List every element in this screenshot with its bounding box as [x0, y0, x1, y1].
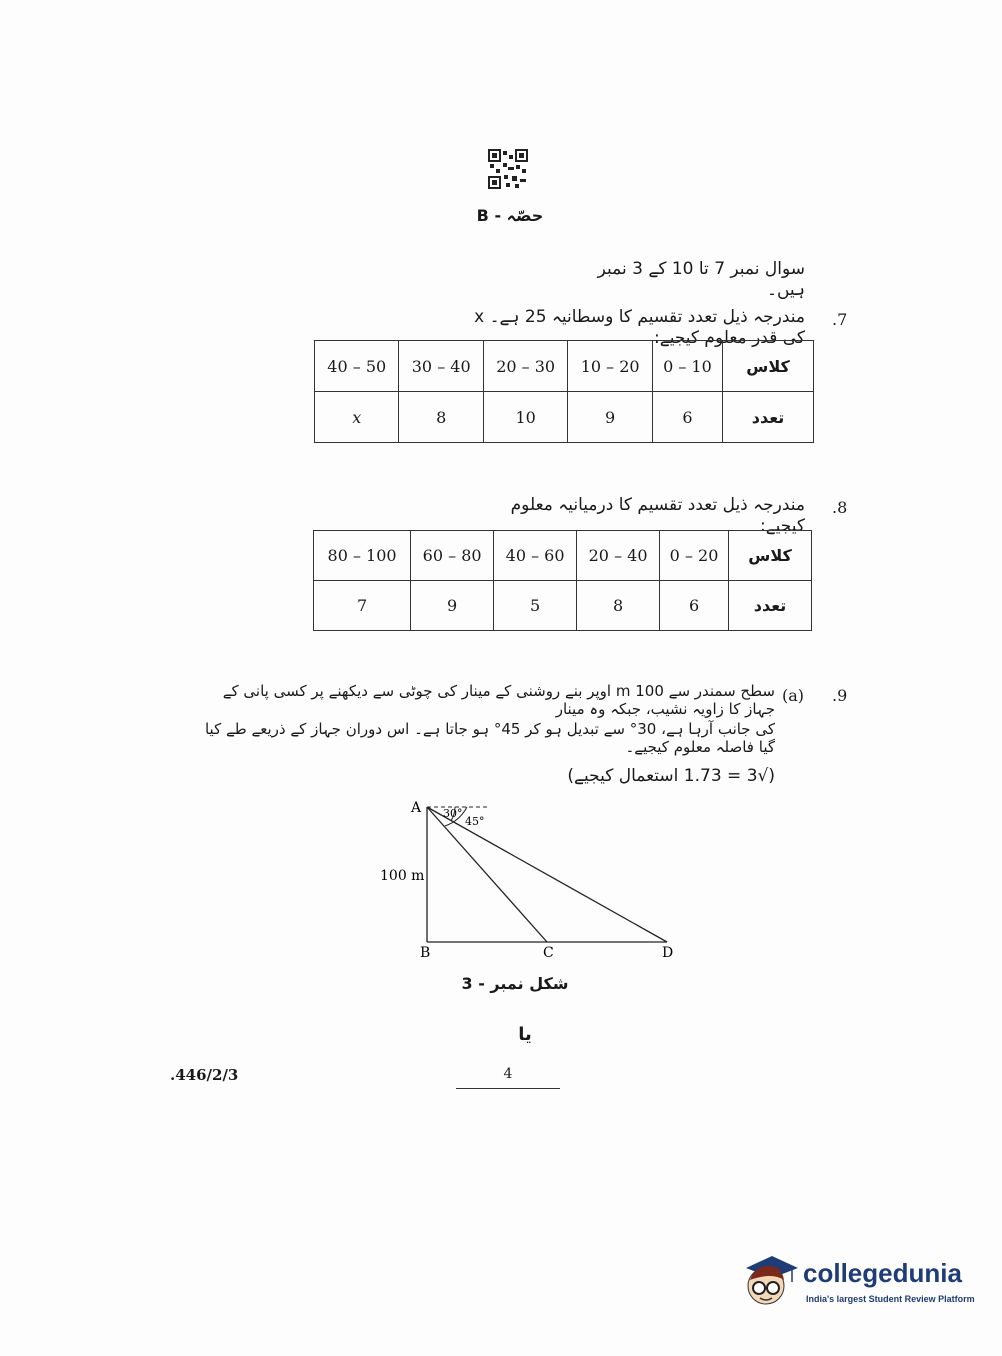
- figure-3: [370, 795, 690, 965]
- page-number: 4: [456, 1066, 560, 1089]
- or-text: یا: [518, 1024, 532, 1045]
- table-cell: 6: [652, 392, 722, 443]
- angle-30-label: 30°: [443, 807, 463, 820]
- table-cell: 0 – 10: [652, 341, 722, 392]
- q9-hint: (√3 = 1.73 استعمال کیجیے): [567, 766, 775, 786]
- paper-code: .446/2/3: [170, 1066, 239, 1084]
- figure-caption: شکل نمبر - 3: [461, 974, 569, 993]
- row-label: کلاس: [729, 531, 812, 581]
- q9-number: .9: [832, 686, 848, 705]
- table-cell: 80 – 100: [314, 531, 411, 581]
- point-d-label: D: [662, 945, 674, 961]
- table-row: [314, 581, 812, 631]
- table-cell: 40 – 50: [315, 341, 399, 392]
- table-row: [314, 531, 812, 581]
- table-cell: 9: [411, 581, 494, 631]
- table-cell: 20 – 40: [577, 531, 660, 581]
- table-cell: 8: [399, 392, 483, 443]
- table-cell: 40 – 60: [494, 531, 577, 581]
- table-cell: 8: [577, 581, 660, 631]
- q9-line1: سطح سمندر سے 100 m اوپر بنے روشنی کے مینار کی چوٹی سے دیکھنے پر کسی پانی کے جہاز کا زاویہ نشیب، جبکہ وہ مینار: [222, 682, 775, 718]
- table-cell: 6: [660, 581, 729, 631]
- section-title: حصّہ - B: [476, 206, 544, 225]
- q7-frequency-table: [314, 340, 814, 443]
- point-c-label: C: [543, 945, 554, 961]
- q7-text: مندرجہ ذیل تعدد تقسیم کا وسطانیہ 25 ہے۔ x کی قدر معلوم کیجیے:: [474, 307, 805, 348]
- table-cell: 9: [568, 392, 652, 443]
- q9-part: (a): [782, 686, 805, 705]
- table-cell: 7: [314, 581, 411, 631]
- sight-line-ac: [427, 807, 547, 942]
- row-label: تعدد: [729, 581, 812, 631]
- height-label: 100 m: [380, 868, 425, 884]
- table-cell: 5: [494, 581, 577, 631]
- q7-number: .7: [832, 310, 848, 329]
- row-label: تعدد: [723, 392, 814, 443]
- brand-tagline: India's largest Student Review Platform: [806, 1294, 975, 1304]
- q8-number: .8: [832, 498, 848, 517]
- table-cell: 10: [483, 392, 567, 443]
- point-b-label: B: [420, 945, 431, 961]
- q8-frequency-table: [313, 530, 812, 631]
- collegedunia-logo-icon: [742, 1250, 800, 1312]
- table-cell: 20 – 30: [483, 341, 567, 392]
- table-cell: x: [315, 392, 399, 443]
- q8-text: مندرجہ ذیل تعدد تقسیم کا درمیانیہ معلوم کیجیے:: [510, 495, 805, 536]
- table-cell: 60 – 80: [411, 531, 494, 581]
- table-cell: 10 – 20: [568, 341, 652, 392]
- q9-line2: کی جانب آرہا ہے، 30° سے تبدیل ہو کر 45° ہو جاتا ہے۔ اس دوران جہاز کے ذریعے طے کیا گیا فاصلہ معلوم کیجیے۔: [204, 720, 775, 756]
- table-row: [315, 392, 814, 443]
- table-cell: 30 – 40: [399, 341, 483, 392]
- angle-45-label: 45°: [465, 815, 485, 828]
- row-label: کلاس: [723, 341, 814, 392]
- table-row: [315, 341, 814, 392]
- sight-line-ad: [427, 807, 667, 942]
- table-cell: 0 – 20: [660, 531, 729, 581]
- point-a-label: A: [411, 800, 422, 816]
- instructions: سوال نمبر 7 تا 10 کے 3 نمبر ہیں۔: [597, 259, 805, 300]
- qr-code-icon: [488, 149, 528, 189]
- brand-name: collegedunia: [803, 1258, 962, 1288]
